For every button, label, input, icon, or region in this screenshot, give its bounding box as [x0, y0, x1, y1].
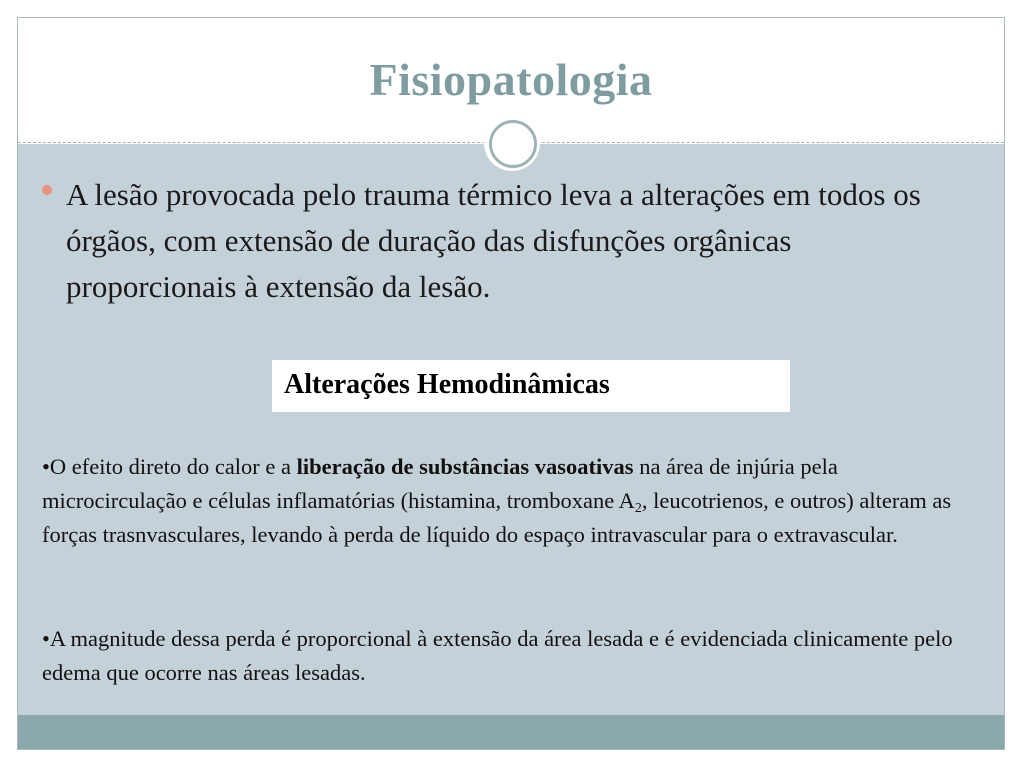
para1-mid: na área de injúria pela microcirculação e células inflamatórias (histamina, tromboxane A [42, 454, 838, 513]
paragraph-vasoactive [42, 450, 982, 552]
paragraph-magnitude: •A magnitude dessa perda é proporcional à extensão da área lesada e é evidenciada clinicamente pelo edema que ocorre nas áreas lesadas. [42, 626, 953, 685]
section-label-box: Alterações Hemodinâmicas [272, 360, 790, 412]
slide-frame [17, 17, 1005, 750]
para1-lead: •O efeito direto do calor e a [42, 454, 297, 479]
bullet-text: A lesão provocada pelo trauma térmico leva a alterações em todos os órgãos, com extensão de duração das disfunções orgânicas proporcionais à extensão da lesão. [66, 177, 921, 304]
para1-bold: liberação de substâncias vasoativas [296, 454, 634, 479]
circle-ornament-icon [484, 115, 540, 171]
circle-ring [489, 120, 537, 168]
para1-tail: , leucotrienos, e outros) alteram as forças trasnvasculares, levando à perda de líquido do espaço intravascular para o extravascular. [42, 488, 952, 547]
slide-title: Fisiopatologia [369, 54, 653, 105]
bullet-dot-icon [42, 185, 52, 195]
para1-subscript: 2 [634, 501, 642, 516]
footer-bar [18, 715, 1004, 749]
